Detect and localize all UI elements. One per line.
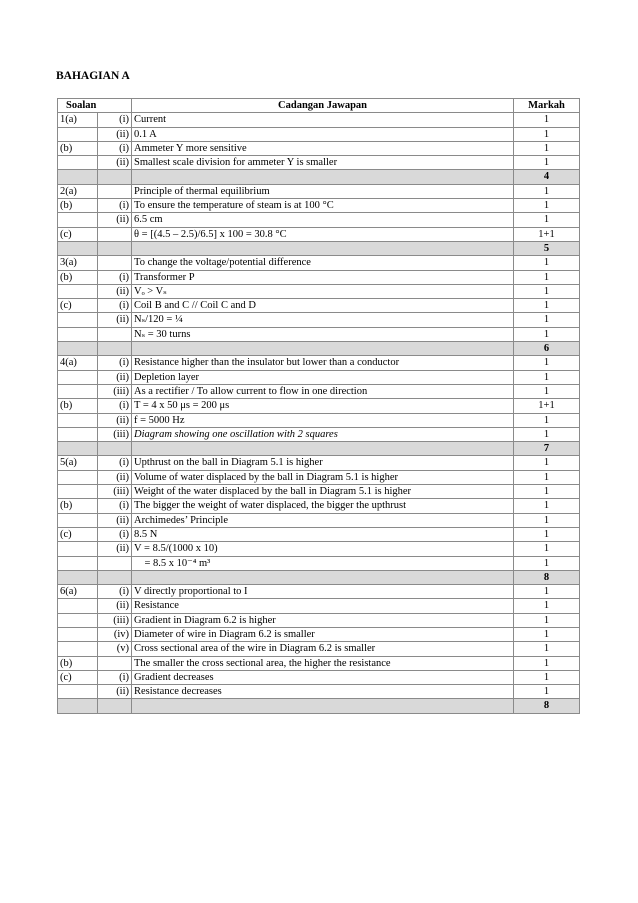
question-cell [58, 470, 98, 484]
table-row [58, 613, 580, 627]
answer-cell: Cross sectional area of the wire in Diagram 6.2 is smaller [132, 642, 514, 656]
sub-question-cell [98, 256, 132, 270]
question-cell [58, 627, 98, 641]
answer-cell: = 8.5 x 10⁻⁴ m³ [132, 556, 514, 570]
sub-question-cell: (i) [98, 456, 132, 470]
sub-question-cell: (iii) [98, 485, 132, 499]
sub-question-cell: (v) [98, 642, 132, 656]
table-row [58, 656, 580, 670]
marks-cell: 7 [514, 442, 580, 456]
answer-cell: The smaller the cross sectional area, the higher the resistance [132, 656, 514, 670]
table-row [58, 256, 580, 270]
question-cell: (c) [58, 299, 98, 313]
table-row [58, 627, 580, 641]
question-cell [58, 485, 98, 499]
answer-cell: Coil B and C // Coil C and D [132, 299, 514, 313]
answer-cell [132, 699, 514, 713]
table-row [58, 199, 580, 213]
answer-cell: Vₒ > Vₛ [132, 284, 514, 298]
table-row [58, 270, 580, 284]
sub-question-cell [98, 170, 132, 184]
sub-question-cell: (i) [98, 527, 132, 541]
question-cell [58, 413, 98, 427]
question-cell [58, 699, 98, 713]
table-row [58, 485, 580, 499]
answer-cell: Current [132, 113, 514, 127]
question-cell [58, 370, 98, 384]
question-cell: (b) [58, 499, 98, 513]
table-row [58, 356, 580, 370]
answer-cell: Volume of water displaced by the ball in Diagram 5.1 is higher [132, 470, 514, 484]
marks-cell: 4 [514, 170, 580, 184]
sub-question-cell [98, 656, 132, 670]
marks-cell: 1 [514, 413, 580, 427]
sub-question-cell: (ii) [98, 284, 132, 298]
table-row [58, 599, 580, 613]
marks-cell: 1 [514, 670, 580, 684]
answer-cell: Gradient decreases [132, 670, 514, 684]
sub-question-cell: (i) [98, 670, 132, 684]
table-row [58, 642, 580, 656]
answer-table [57, 98, 580, 714]
question-cell [58, 327, 98, 341]
question-cell: 6(a) [58, 585, 98, 599]
sub-question-cell [98, 699, 132, 713]
table-row [58, 470, 580, 484]
table-row [58, 670, 580, 684]
sub-question-cell [98, 327, 132, 341]
marks-cell: 8 [514, 699, 580, 713]
answer-cell: 8.5 N [132, 527, 514, 541]
marks-cell: 1 [514, 327, 580, 341]
question-cell [58, 442, 98, 456]
question-cell: 1(a) [58, 113, 98, 127]
table-row [58, 127, 580, 141]
table-row [58, 413, 580, 427]
question-cell: 3(a) [58, 256, 98, 270]
answer-cell: Resistance [132, 599, 514, 613]
sub-question-cell: (ii) [98, 413, 132, 427]
sub-question-cell [98, 227, 132, 241]
answer-cell: T = 4 x 50 μs = 200 μs [132, 399, 514, 413]
total-row [58, 570, 580, 584]
sub-question-cell: (iii) [98, 427, 132, 441]
question-cell [58, 599, 98, 613]
sub-question-cell [98, 184, 132, 198]
marks-cell: 1 [514, 141, 580, 155]
question-cell [58, 170, 98, 184]
marks-cell: 1 [514, 127, 580, 141]
question-cell: 4(a) [58, 356, 98, 370]
marks-cell: 1 [514, 213, 580, 227]
answer-cell: Resistance decreases [132, 685, 514, 699]
header-answer: Cadangan Jawapan [132, 99, 514, 113]
marks-cell: 1 [514, 370, 580, 384]
answer-cell: 6.5 cm [132, 213, 514, 227]
question-cell [58, 513, 98, 527]
table-row [58, 313, 580, 327]
answer-cell: Upthrust on the ball in Diagram 5.1 is higher [132, 456, 514, 470]
marks-cell: 1 [514, 527, 580, 541]
question-cell: (b) [58, 199, 98, 213]
table-row [58, 284, 580, 298]
marks-cell: 1 [514, 256, 580, 270]
table-row [58, 113, 580, 127]
answer-cell: Weight of the water displaced by the ball in Diagram 5.1 is higher [132, 485, 514, 499]
sub-question-cell: (i) [98, 585, 132, 599]
sub-question-cell: (iv) [98, 627, 132, 641]
question-cell [58, 241, 98, 255]
table-row [58, 685, 580, 699]
answer-cell: Smallest scale division for ammeter Y is smaller [132, 156, 514, 170]
answer-cell: Diagram showing one oscillation with 2 squares [132, 427, 514, 441]
sub-question-cell [98, 442, 132, 456]
question-cell: (c) [58, 670, 98, 684]
marks-cell: 8 [514, 570, 580, 584]
marks-cell: 1 [514, 585, 580, 599]
question-cell [58, 613, 98, 627]
table-row [58, 527, 580, 541]
answer-cell [132, 170, 514, 184]
table-row [58, 141, 580, 155]
table-row [58, 384, 580, 398]
sub-question-cell: (i) [98, 356, 132, 370]
sub-question-cell: (iii) [98, 384, 132, 398]
marks-cell: 1+1 [514, 227, 580, 241]
answer-cell: Depletion layer [132, 370, 514, 384]
sub-question-cell: (i) [98, 141, 132, 155]
marks-cell: 1 [514, 656, 580, 670]
sub-question-cell: (i) [98, 113, 132, 127]
table-row [58, 156, 580, 170]
sub-question-cell [98, 556, 132, 570]
sub-question-cell: (ii) [98, 213, 132, 227]
question-cell: (c) [58, 227, 98, 241]
question-cell [58, 127, 98, 141]
sub-question-cell: (ii) [98, 370, 132, 384]
marks-cell: 1 [514, 313, 580, 327]
table-row [58, 227, 580, 241]
marks-cell: 1 [514, 270, 580, 284]
answer-cell [132, 442, 514, 456]
sub-question-cell [98, 570, 132, 584]
marks-cell: 1 [514, 613, 580, 627]
sub-question-cell: (ii) [98, 685, 132, 699]
marks-cell: 1 [514, 299, 580, 313]
sub-question-cell: (ii) [98, 542, 132, 556]
marks-cell: 1 [514, 642, 580, 656]
question-cell [58, 427, 98, 441]
answer-cell: Nₛ/120 = ¼ [132, 313, 514, 327]
table-row [58, 556, 580, 570]
answer-cell: Gradient in Diagram 6.2 is higher [132, 613, 514, 627]
question-cell [58, 156, 98, 170]
answer-cell: Archimedes’ Principle [132, 513, 514, 527]
sub-question-cell: (ii) [98, 513, 132, 527]
question-cell: (b) [58, 270, 98, 284]
table-row [58, 513, 580, 527]
answer-cell: Principle of thermal equilibrium [132, 184, 514, 198]
total-row [58, 170, 580, 184]
question-cell [58, 284, 98, 298]
marks-cell: 1 [514, 456, 580, 470]
marks-cell: 1 [514, 485, 580, 499]
table-row [58, 585, 580, 599]
sub-question-cell: (ii) [98, 599, 132, 613]
marks-cell: 1 [514, 199, 580, 213]
sub-question-cell: (ii) [98, 470, 132, 484]
question-cell [58, 213, 98, 227]
sub-question-cell: (ii) [98, 156, 132, 170]
marks-cell: 1 [514, 470, 580, 484]
sub-question-cell: (ii) [98, 313, 132, 327]
answer-cell: To change the voltage/potential difference [132, 256, 514, 270]
answer-cell: Resistance higher than the insulator but lower than a conductor [132, 356, 514, 370]
question-cell: (b) [58, 399, 98, 413]
sub-question-cell [98, 342, 132, 356]
total-row [58, 442, 580, 456]
sub-question-cell: (i) [98, 270, 132, 284]
table-row [58, 184, 580, 198]
total-row [58, 342, 580, 356]
answer-cell: f = 5000 Hz [132, 413, 514, 427]
table-row [58, 456, 580, 470]
answer-cell: θ = [(4.5 – 2.5)/6.5] x 100 = 30.8 °C [132, 227, 514, 241]
table-row [58, 299, 580, 313]
marks-cell: 1 [514, 184, 580, 198]
table-row [58, 213, 580, 227]
question-cell: 5(a) [58, 456, 98, 470]
sub-question-cell: (iii) [98, 613, 132, 627]
question-cell: 2(a) [58, 184, 98, 198]
marks-cell: 1 [514, 384, 580, 398]
question-cell [58, 570, 98, 584]
answer-cell: To ensure the temperature of steam is at 100 °C [132, 199, 514, 213]
question-cell: (c) [58, 527, 98, 541]
answer-cell: Diameter of wire in Diagram 6.2 is smaller [132, 627, 514, 641]
answer-rows [58, 113, 580, 713]
marks-cell: 5 [514, 241, 580, 255]
sub-question-cell: (i) [98, 299, 132, 313]
sub-question-cell: (i) [98, 499, 132, 513]
total-row [58, 699, 580, 713]
sub-question-cell: (i) [98, 399, 132, 413]
table-row [58, 542, 580, 556]
question-cell [58, 342, 98, 356]
table-row [58, 370, 580, 384]
marks-cell: 1 [514, 627, 580, 641]
header-marks: Markah [514, 99, 580, 113]
marks-cell: 1 [514, 599, 580, 613]
table-row [58, 499, 580, 513]
marks-cell: 1+1 [514, 399, 580, 413]
marks-cell: 1 [514, 113, 580, 127]
sub-question-cell [98, 241, 132, 255]
question-cell: (b) [58, 656, 98, 670]
marks-cell: 1 [514, 685, 580, 699]
marks-cell: 1 [514, 356, 580, 370]
marks-cell: 1 [514, 542, 580, 556]
question-cell [58, 313, 98, 327]
marks-cell: 1 [514, 556, 580, 570]
marks-cell: 6 [514, 342, 580, 356]
section-title: BAHAGIAN A [56, 70, 130, 82]
marks-cell: 1 [514, 427, 580, 441]
marks-cell: 1 [514, 156, 580, 170]
answer-cell: Transformer P [132, 270, 514, 284]
question-cell [58, 556, 98, 570]
sub-question-cell: (i) [98, 199, 132, 213]
question-cell [58, 542, 98, 556]
answer-cell [132, 241, 514, 255]
sub-question-cell: (ii) [98, 127, 132, 141]
header-question: Soalan [58, 99, 132, 113]
marks-cell: 1 [514, 513, 580, 527]
answer-cell: V = 8.5/(1000 x 10) [132, 542, 514, 556]
table-row [58, 327, 580, 341]
answer-cell: Nₛ = 30 turns [132, 327, 514, 341]
answer-cell: Ammeter Y more sensitive [132, 141, 514, 155]
answer-cell: 0.1 A [132, 127, 514, 141]
total-row [58, 241, 580, 255]
question-cell [58, 384, 98, 398]
marks-cell: 1 [514, 499, 580, 513]
table-row [58, 427, 580, 441]
question-cell: (b) [58, 141, 98, 155]
question-cell [58, 685, 98, 699]
answer-cell [132, 570, 514, 584]
marks-cell: 1 [514, 284, 580, 298]
table-row [58, 399, 580, 413]
answer-cell: As a rectifier / To allow current to flow in one direction [132, 384, 514, 398]
question-cell [58, 642, 98, 656]
header-row [58, 99, 580, 113]
answer-cell: The bigger the weight of water displaced, the bigger the upthrust [132, 499, 514, 513]
answer-cell: V directly proportional to I [132, 585, 514, 599]
answer-cell [132, 342, 514, 356]
